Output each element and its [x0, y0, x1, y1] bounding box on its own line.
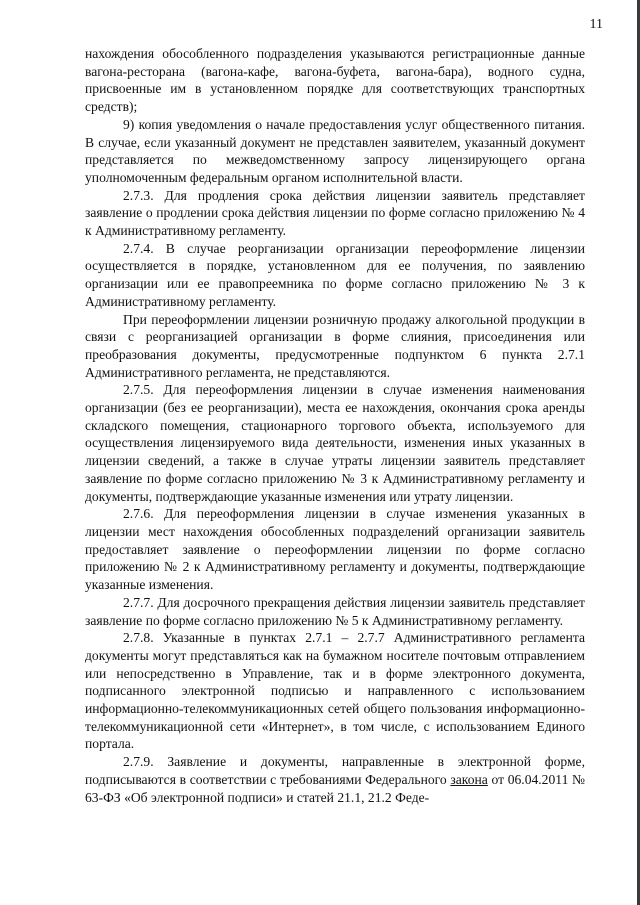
paragraph-2-7-4: 2.7.4. В случае реорганизации организации переоформление лицензии осуществляется в порядке, установленном для ее получения, по заявлению организации или ее правопреемника по форме согласно приложению № 3 к Административному регламенту.: [85, 240, 585, 309]
paragraph-continuation: нахождения обособленного подразделения указываются регистрационные данные вагона-ресторана (вагона-кафе, вагона-буфета, вагона-бара), водного судна, присвоенные им в установленном порядке для соответствующих транспортных средств);: [85, 46, 585, 115]
paragraph-2-7-7: 2.7.7. Для досрочного прекращения действия лицензии заявитель представляет заявление по форме согласно приложению № 5 к Административному регламенту.: [85, 594, 585, 628]
paragraph-2-7-8: 2.7.8. Указанные в пунктах 2.7.1 – 2.7.7 Административного регламента документы могут представляться как на бумажном носителе почтовым отправлением или непосредственно в Управление, так и в форме электронного документа, подписанного электронной подписью и направленного с использованием информационно-телекоммуникационных сетей общего пользования информационно-телекоммуникационной сети «Интернет», в том числе, с использованием Единого портала.: [85, 630, 585, 752]
paragraph-item-9: 9) копия уведомления о начале предоставления услуг общественного питания. В случае, если указанный документ не представлен заявителем, указанный документ представляется по межведомственному запросу лицензирующего органа уполномоченным федеральным органом исполнительной власти.: [85, 116, 585, 185]
paragraph-2-7-9-end: от 06.04.2011 № 63-ФЗ «Об электронной подписи» и статей 21.1, 21.2 Феде-: [85, 771, 585, 805]
law-link[interactable]: закона: [450, 771, 488, 787]
paragraph-2-7-9: [85, 753, 585, 806]
paragraph-reorganization-note: При переоформлении лицензии розничную продажу алкогольной продукции в связи с реорганизацией организации в форме слияния, присоединения или преобразования документы, предусмотренные подпунктом 6 пункта 2.7.1 Административного регламента, не представляются.: [85, 311, 585, 380]
paragraph-2-7-3: 2.7.3. Для продления срока действия лицензии заявитель представляет заявление о продлении срока действия лицензии по форме согласно приложению № 4 к Административному регламенту.: [85, 187, 585, 239]
paragraph-2-7-9-start: 2.7.9. Заявление и документы, направленные в электронной форме, подписываются в соответствии с требованиями Федерального: [85, 754, 585, 787]
page-number: 11: [589, 17, 603, 32]
paragraph-2-7-6: 2.7.6. Для переоформления лицензии в случае изменения указанных в лицензии мест нахождения обособленных подразделений организации заявитель предоставляет заявление о переоформлении лицензии по форме согласно приложению № 2 к Административному регламенту и документы, подтверждающие указанные изменения.: [85, 506, 585, 593]
paragraph-2-7-5: 2.7.5. Для переоформления лицензии в случае изменения наименования организации (без ее реорганизации), места ее нахождения, окончания срока аренды складского помещения, стационарного торгового объекта, используемого для осуществления лицензируемого вида деятельности, изменения иных указанных в лицензии сведений, а также в случае утраты лицензии заявитель представляет заявление по форме согласно приложению № 3 к Административному регламенту и документы, подтверждающие указанные изменения или утрату лицензии.: [85, 382, 585, 504]
document-body: [85, 45, 585, 806]
